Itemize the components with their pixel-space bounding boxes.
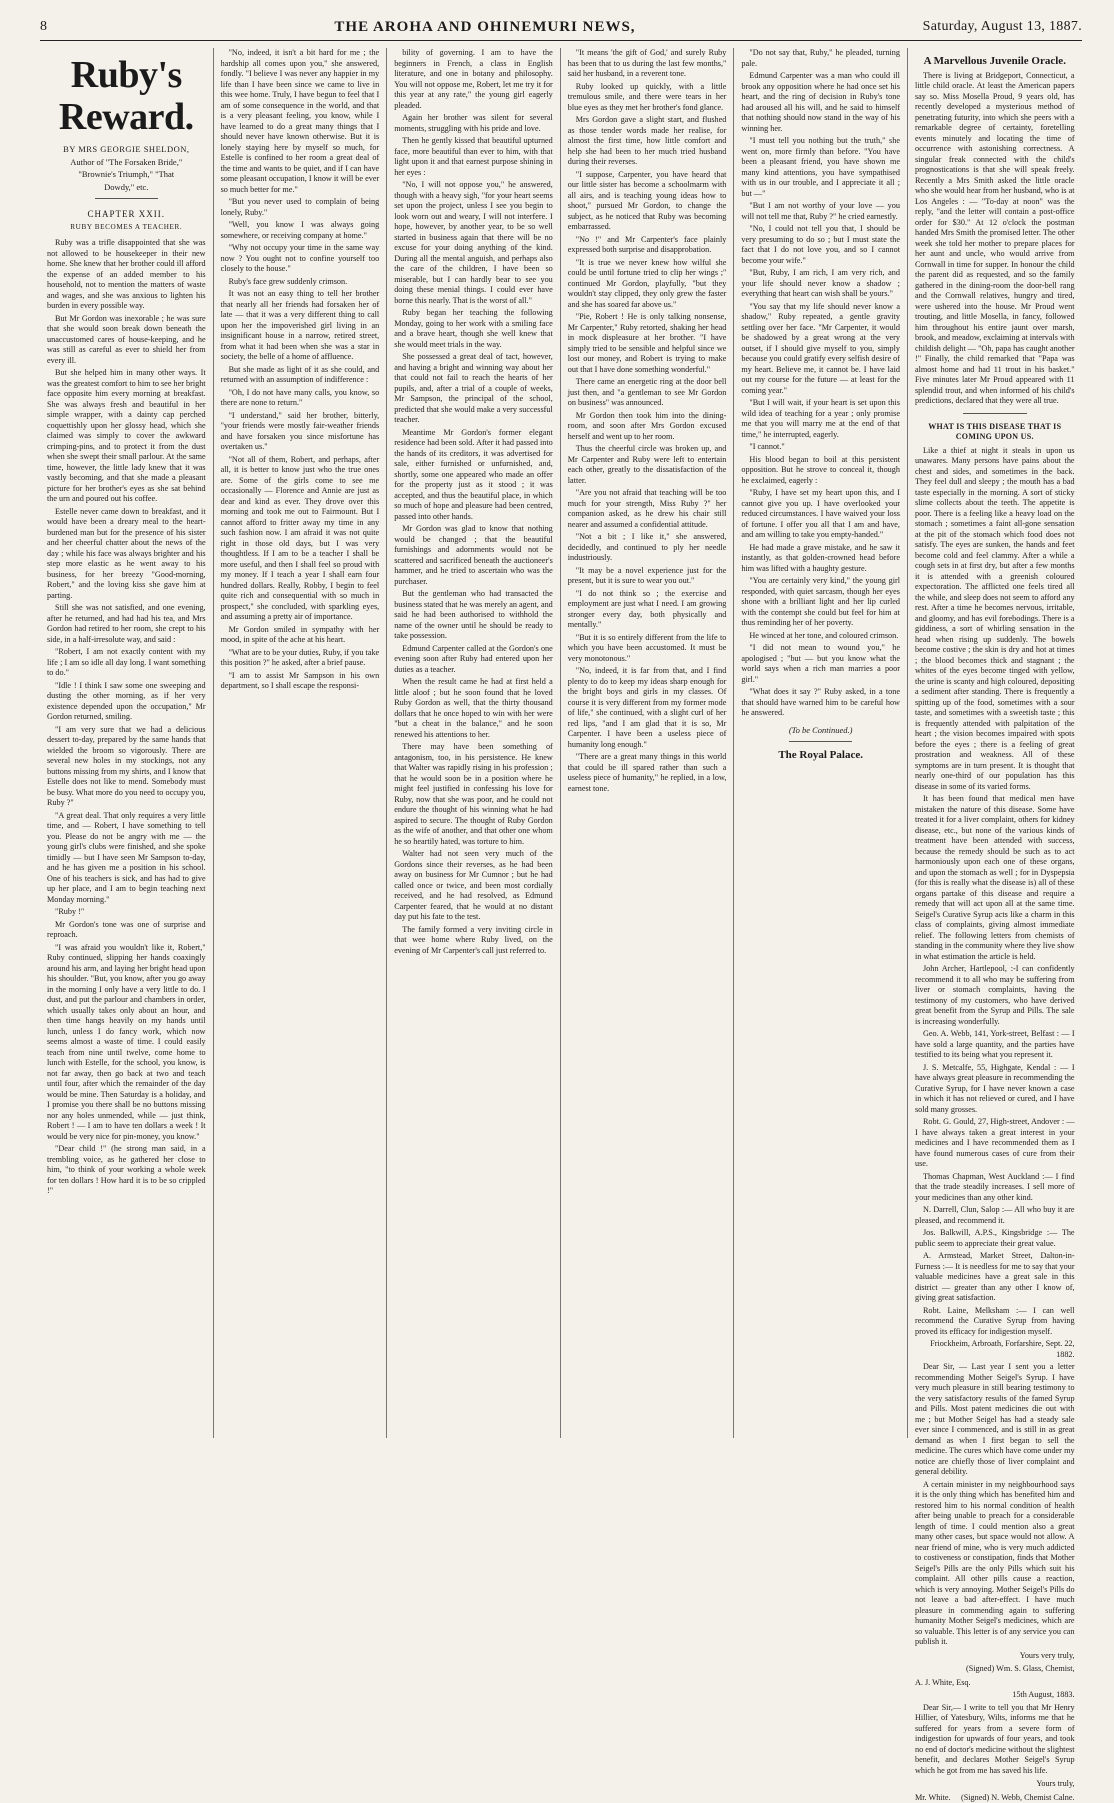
column-2 (214, 48, 388, 1438)
paragraph: Ruby's face grew suddenly crimson. (221, 277, 380, 288)
paragraph: "A great deal. That only requires a very little time, and — Robert, I have something to tell you. Please do not be angry with me — the young girl's clubs were finished, and she spoke timidly — but I have seen Mr Sampson to-day, and he has given me a position in his school. One of his teachers is sick, and has had to give up her place, and I am to begin teaching next Monday morning." (47, 811, 206, 906)
paragraph: Mr Gordon then took him into the dining-room, and soon after Mrs Gordon excused herself and went up to her room. (568, 411, 727, 443)
paragraph: "Ruby, I have set my heart upon this, and I cannot give you up. I have overlooked your reduced circumstances. I have waived your loss of fortune. I offer you all that I am and have, and am willing to take you empty-handed." (741, 488, 900, 541)
paragraph: "What does it say ?" Ruby asked, in a tone that should have warned him to be careful how he answered. (741, 687, 900, 719)
letter2-date: 15th August, 1883. (915, 1690, 1075, 1701)
paragraph: Still she was not satisfied, and one evening, after he returned, and had had his tea, and Mrs Gordon had retired to her room, she crept to his side, in a half-irresolute way, and said : (47, 603, 206, 645)
paragraph: "I did not mean to wound you," he apologised ; "but — but you know what the world says when a rich man marries a poor girl." (741, 643, 900, 685)
paragraph: "Pie, Robert ! He is only talking nonsense, Mr Carpenter," Ruby retorted, shaking her head in mock displeasure at her brother. "I have simply tried to be sensible and helpful since we lost our money, and Robert is trying to make out that I have done something wonderful." (568, 312, 727, 375)
paragraph: "Dear child !" (he strong man said, in a trembling voice, as he gathered her close to him, "to think of your working a whole week for ten dollars ! How hard it is to be so crippled !" (47, 1144, 206, 1197)
to-be-continued: (To be Continued.) (741, 725, 900, 736)
paragraph: Edmund Carpenter was a man who could ill brook any opposition where he had once set his heart, and the ring of decision in Ruby's tone had aroused all his will, and he said to himself that nothing should now stand in the way of his winning her. (741, 71, 900, 134)
letter-signature: (Signed) Wm. S. Glass, Chemist, (915, 1664, 1075, 1675)
paragraph: Robt. Laine, Melksham :— I can well recommend the Curative Syrup from having proved its efficacy for indigestion myself. (915, 1306, 1075, 1338)
paragraph: But she made as light of it as she could, and returned with an assumption of indifference : (221, 365, 380, 386)
author-works: "Brownie's Triumph," "That (47, 169, 206, 180)
disease-title: WHAT IS THIS DISEASE THAT IS COMING UPON US. (915, 422, 1075, 442)
paragraph: "But, Ruby, I am rich, I am very rich, and your life should never know a shadow ; everything that heart can wish shall be yours." (741, 268, 900, 300)
paragraph: When the result came he had at first held a little aloof ; but he soon found that he loved Ruby Gordon as well, that the thirty thousand dollars that he once hoped to win with her were "but a cheat in the balance," and he soon renewed his attentions to her. (394, 677, 553, 740)
paragraph: Estelle never came down to breakfast, and it would have been a dreary meal to the heart-burdened man but for the presence of his sister and her cheerful chatter about the news of the day ; while his face was always brighter and his step more elastic as he went away to his business, for her breezy "Good-morning, Robert," and the loving kiss she gave him at parting. (47, 507, 206, 602)
column-5-body (741, 48, 900, 719)
paragraph: Ruby looked up quickly, with a little tremulous smile, and there were tears in her blue eyes as they met her brother's fond glance. (568, 82, 727, 114)
divider (963, 413, 1027, 414)
paragraph: There may have been something of antagonism, too, in his persistence. He knew that Walter was rapidly rising in his profession ; that he would soon be in a position where he might feel justified in confessing his love for Ruby, now that she was poor, and he could not endure the thought of his winning what he had aspired to secure. The thought of Ruby Gordon as the wife of another, and that other one whom he so heartily hated, was torture to him. (394, 742, 553, 847)
paragraph: "No, indeed, it isn't a bit hard for me ; the hardship all comes upon you," she answered, fondly. "I believe I was never any happier in my life than I have been since we came to live in this wee home. Truly, I have begun to feel that I am of some consequence in the world, and that is a very pleasant feeling, you know, while I have learned to do a great many things that I should never have known otherwise. But it is lonely staying here by myself so much, for Estelle is confined to her room a great deal of the time and wants to be quiet, and if I can have some pleasant occupation, I know it will be ever so much better for me." (221, 48, 380, 195)
column-1 (40, 48, 214, 1438)
paragraph: Then he gently kissed that beautiful upturned face, more beautiful than ever to him, with that light upon it and that earnest purpose shining in her eyes : (394, 136, 553, 178)
page-columns (40, 48, 1082, 1438)
chapter-heading: CHAPTER XXII. (47, 209, 206, 220)
column-2-body (221, 48, 380, 692)
paragraph: A. Armstead, Market Street, Dalton-in-Furness :— It is needless for me to say that your valuable medicines have a great sale in this district — greater than any other I know of, giving great satisfaction. (915, 1251, 1075, 1304)
letter-place: Friockheim, Arbroath, Forfarshire, Sept. 22, 1882. (915, 1339, 1075, 1360)
paragraph: "Not all of them, Robert, and perhaps, after all, it is better to know just who the true ones are. Some of the girls come to see me occasionally — Florence and Annie are just as dear and kind as ever. They drove over this morning and took me out to Fairmount. But I cannot afford to fritter away my time in any such fashion now. I am afraid it was not quite right in those old days, but I was very thoughtless. If I am to be a teacher I shall be more useful, and then I shall feel so proud with my money. If I teach a year I shall earn four hundred dollars. Really, Robby, I begin to feel quite rich and consequential with so much in prospect," she concluded, with sparkling eyes, and assuming a pretty air of importance. (221, 455, 380, 623)
paragraph: He winced at her tone, and coloured crimson. (741, 631, 900, 642)
paragraph: "I was afraid you wouldn't like it, Robert," Ruby continued, slipping her hands coaxingly around his arm, and laying her bright head upon his shoulder. "But, you know, after you go away in the morning I only have a very little to do. I dust, and put the parlour and chambers in order, which usually takes only about an hour, and then time hangs heavily on my hands until lunch, unless I do fancy work, which now seems almost a waste of time. I could easily teach from nine until twelve, come home to lunch with Estelle, for the school, you know, is not far away, then go back at two and teach until four, after which the remainder of the day would be mine. Then Saturday is a holiday, and I promise you there shall be no buttons missing nor any holes unmended, while — just think, Robert ! — I am to have ten dollars a week ! It would be very nice for pin-money, you know." (47, 943, 206, 1143)
letter2-signature (915, 1793, 1075, 1803)
letter2-close: Yours truly, (915, 1779, 1075, 1790)
paragraph: Mr Gordon was glad to know that nothing would be changed ; that the beautiful furnishings and adornments would not be scattered and sacrificed beneath the auctioneer's hammer, and he tried to ascertain who was the purchaser. (394, 524, 553, 587)
paragraph: But Mr Gordon was inexorable ; he was sure that she would soon break down beneath the unaccustomed cares of house-keeping, and he was still as careful as ever to shield her from every ill. (47, 314, 206, 367)
paragraph: Like a thief at night it steals in upon us unawares. Many persons have pains about the chest and sides, and sometimes in the back. They feel dull and sleepy ; the mouth has a bad taste especially in the morning. A sort of sticky slime collects about the teeth. The appetite is poor. There is a feeling like a heavy load on the stomach ; sometimes a faint all-gone sensation at the pit of the stomach which food does not satisfy. The eyes are sunken, the hands and feet become cold and feel clammy. After a while a cough sets in at first dry, but after a few months it is attended with a greenish coloured expectoration. The afflicted one feels tired all the while, and sleep does not seem to afford any rest. After a time he becomes nervous, irritable, and gloomy, and has evil forebodings. There is a giddiness, a sort of whirling sensation in the head when rising up suddenly. The bowels become costive ; the skin is dry and hot at times ; the blood becomes thick and stagnant ; the whites of the eyes become tinged with yellow, the urine is scanty and high coloured, depositing a sediment after standing. There is frequently a spitting up of the food, sometimes with a sour taste, and sometimes with a sweetish taste ; this is frequently attended with palpitation of the heart ; the vision becomes impaired with spots before the eyes ; there is a feeling of great prostration and weakness. All of these symptoms are in turn present. It is thought that nearly one-third of our population has this disease in some of its varied forms. (915, 446, 1075, 793)
paragraph: "I must tell you nothing but the truth," she went on, more firmly than before. "You have been a pleasant friend, you have shown me many kind attentions, you have sympathised with us in our trouble, and I appreciate it all ; but —" (741, 136, 900, 199)
paragraph: "I do not think so ; the exercise and employment are just what I need. I am growing stronger every day, both physically and mentally." (568, 589, 727, 631)
paragraph: Thus the cheerful circle was broken up, and Mr Carpenter and Ruby were left to entertain each other, greatly to the dissatisfaction of the latter. (568, 444, 727, 486)
disease-body (915, 446, 1075, 1338)
paragraph: "You say that my life should never know a shadow," Ruby repeated, a gentle gravity settling over her face. "Mr Carpenter, it would be shadowed by a great wrong at the very outset, if I should give myself to you, simply because you could gratify every selfish desire of my heart. Believe me, it cannot be. I have laid out my course for the future — at least for the coming year." (741, 302, 900, 397)
letter-body: Dear Sir, — Last year I sent you a letter recommending Mother Seigel's Syrup. I have very much pleasure in still bearing testimony to the very satisfactory results of the famed Syrup and Pills. Most patent medicines die out with me ; but Mother Seigel has had a steady sale ever since I commenced, and is still in as great demand as when I first began to sell the medicine. The cures which have come under my notice are chiefly those of liver complaint and general debility. (915, 1362, 1075, 1478)
divider (789, 741, 852, 742)
paragraph: "I understand," said her brother, bitterly, "your friends were mostly fair-weather friends and have forsaken you since misfortune has overtaken us." (221, 411, 380, 453)
paragraph: "Robert, I am not exactly content with my life ; I am so idle all day long. I want something to do." (47, 647, 206, 679)
paragraph: Ruby was a trifle disappointed that she was not allowed to be housekeeper in their new home. She knew that her brother could ill afford the expense of an added member to his household, not to mention the matters of waste and wages, and she was anxious to lighten his burden in every possible way. (47, 238, 206, 312)
paragraph: "But I am not worthy of your love — you will not tell me that, Ruby ?" he cried earnestly. (741, 201, 900, 222)
paragraph: N. Darrell, Clun, Salop :— All who buy it are pleased, and recommend it. (915, 1205, 1075, 1226)
paragraph: He had made a grave mistake, and he saw it instantly, as that golden-crowned head before him was lifted with a haughty gesture. (741, 543, 900, 575)
column-6 (908, 48, 1082, 1438)
author-works-2: Dowdy," etc. (47, 182, 206, 193)
paragraph: Mr Gordon smiled in sympathy with her mood, in spite of the ache at his heart. (221, 625, 380, 646)
oracle-body (915, 71, 1075, 407)
column-3-body (394, 48, 553, 956)
royal-palace-title: The Royal Palace. (741, 750, 900, 761)
paragraph: "It may be a novel experience just for the present, but it is sure to wear you out." (568, 566, 727, 587)
paragraph: "Do not say that, Ruby," he pleaded, turning pale. (741, 48, 900, 69)
page-number: 8 (40, 19, 47, 35)
paragraph: "There are a great many things in this world that could be ill spared rather than such a useless piece of humanity," he replied, in a low, earnest tone. (568, 752, 727, 794)
column-4 (561, 48, 735, 1438)
letter-close: Yours very truly, (915, 1651, 1075, 1662)
paragraph: She possessed a great deal of tact, however, and having a bright and winning way about her that could not fail to reach the hearts of her pupils, and, after a trial of a couple of weeks, Mr Sampson, the principal of the school, predicted that she would make a very successful teacher. (394, 352, 553, 426)
letter2-sign-right: (Signed) N. Webb, Chemist Calne. (961, 1793, 1075, 1803)
paragraph: "It is true we never knew how wilful she could be until fortune tried to clip her wings ;" continued Mr Gordon, playfully, "but they wouldn't stay clipped, they only grew the faster and she has soared far above us." (568, 258, 727, 311)
paragraph: "No, I could not tell you that, I should be very presuming to do so ; but I must state the fact that I do not love you, and so I cannot become your wife." (741, 224, 900, 266)
newspaper-title: THE AROHA AND OHINEMURI NEWS, (334, 19, 635, 36)
paragraph: Edmund Carpenter called at the Gordon's one evening soon after Ruby had entered upon her duties as a teacher. (394, 644, 553, 676)
paragraph: "No, I will not oppose you," he answered, though with a heavy sigh, "for your heart seems set upon the project, unless I see you begin to look worn out and weary, I will not interfere. I hope, however, by another year, to be so well started in business again that there will be no excuse for your doing anything of the kind. During all the mental anguish, and perhaps also the care of the children, I have been so miserable, but I can hardly bear to see you doing these menial things. I could ever have borne this nearly. That is the worst of all." (394, 180, 553, 306)
paragraph: J. S. Metcalfe, 55, Highgate, Kendal : — I have always great pleasure in recommending the Curative Syrup, for I have never known a case in which it has not relieved or cured, and I have sold many grosses. (915, 1063, 1075, 1116)
chapter-subheading: RUBY BECOMES A TEACHER. (47, 222, 206, 233)
column-3 (387, 48, 561, 1438)
paragraph: "But I will wait, if your heart is set upon this wild idea of teaching for a year ; only promise me that you will marry me at the end of that time," he interrupted, eagerly. (741, 398, 900, 440)
paragraph: "I suppose, Carpenter, you have heard that our little sister has become a schoolmarm with all airs, and is teaching young ideas how to shoot," pursued Mr Gordon, to change the subject, as he noticed that Ruby was becoming embarrassed. (568, 170, 727, 233)
letter2-recipient: A. J. White, Esq. (915, 1678, 1075, 1689)
paragraph: "No, indeed, it is far from that, and I find plenty to do to keep my ideas sharp enough for the bright boys and girls in my classes. Of course it is very different from my former mode of life," she continued, with a slight curl of her red lips, "and I am glad that it is so, Mr Carpenter. I have been a useless piece of humanity long enough." (568, 666, 727, 750)
column-5 (734, 48, 908, 1438)
paragraph: Jos. Balkwill, A.P.S., Kingsbridge :— The public seem to appreciate their great value. (915, 1228, 1075, 1249)
divider (95, 198, 158, 199)
paragraph: Mrs Gordon gave a slight start, and flushed as those tender words made her realise, for almost the first time, how little comfort and help she had been to her much tried husband during their reverses. (568, 115, 727, 168)
paragraph: "Why not occupy your time in the same way now ? You ought not to confine yourself too closely to the house." (221, 243, 380, 275)
paragraph: "I cannot." (741, 442, 900, 453)
issue-date: Saturday, August 13, 1887. (923, 19, 1082, 35)
paragraph: "It means 'the gift of God,' and surely Ruby has been that to us during the last few months," said her husband, in a reverent tone. (568, 48, 727, 80)
oracle-title: A Marvellous Juvenile Oracle. (915, 56, 1075, 67)
paragraph: "But it is so entirely different from the life to which you have been accustomed. It must be very monotonous." (568, 633, 727, 665)
story-title: Ruby's Reward. (47, 54, 206, 138)
paragraph: "Oh, I do not have many calls, you know, so there are none to return." (221, 388, 380, 409)
paragraph: Again her brother was silent for several moments, struggling with his pride and love. (394, 113, 553, 134)
paragraph: "No !" and Mr Carpenter's face plainly expressed both surprise and disapprobation. (568, 235, 727, 256)
paragraph: But she helped him in many other ways. It was the greatest comfort to him to see her bright face opposite him every morning at breakfast. She was always fresh and beautiful in her simple wrapper, with a dainty cap perched coquettishly upon her glossy head, which she claimed was simply to cover the awkward crimping-pins, and to protect it from the dust when she swept their small parlour. At the same time, however, the little lady knew that it was vastly becoming, and that she made a pleasant picture for her brother's eyes as she sat behind the urn and poured out his coffee. (47, 368, 206, 505)
paragraph: "But you never used to complain of being lonely, Ruby." (221, 197, 380, 218)
paragraph: "Ruby !" (47, 907, 206, 918)
paragraph: Ruby began her teaching the following Monday, going to her work with a smiling face and a brave heart, though she well knew that she would meet trials in the way. (394, 308, 553, 350)
paragraph: The family formed a very inviting circle in that wee home where Ruby lived, on the evening of Mr Carpenter's call just referred to. (394, 925, 553, 957)
masthead (40, 14, 1082, 41)
paragraph: Meantime Mr Gordon's former elegant residence had been sold. After it had passed into the hands of its creditors, it was advertised for sale, either furnished or unfurnished, and, shortly, some one appeared who made an offer for the property just as it stood ; it was accepted, and thus the beautiful place, in which so much of hope and pleasure had been centred, passed into other hands. (394, 428, 553, 523)
letter-body-2: A certain minister in my neighbourhood says it is the only thing which has benefited him and restored him to his normal condition of health after being unable to preach for a considerable length of time. I could mention also a great many other cases, but space would not allow. A near friend of mine, who is very much addicted to costiveness or constipation, finds that Mother Seigel's Pills are the only Pills which suit his complaint. All other pills cause a reaction, which is very annoying. Mother Seigel's Pills do not leave a bad after-effect. I have much pleasure in commending again to suffering humanity Mother Seigel's medicines, which are so valuable. This letter is of any service you can publish it. (915, 1480, 1075, 1648)
paragraph: Mr Gordon's tone was one of surprise and reproach. (47, 920, 206, 941)
paragraph: "What are to be your duties, Ruby, if you take this position ?" he asked, after a brief pause. (221, 648, 380, 669)
paragraph: Robt. G. Gould, 27, High-street, Andover : — I have always taken a great interest in your medicines and I have recommended them as I have found numerous cases of cure from their use. (915, 1117, 1075, 1170)
column-1-body (47, 238, 206, 1197)
paragraph: John Archer, Hartlepool, :-I can confidently recommend it to all who may be suffering from liver or stomach complaints, having the testimony of my customers, who have derived great benefit from the Syrup and Pills. The sale is increasing wonderfully. (915, 964, 1075, 1027)
paragraph: "I am to assist Mr Sampson in his own department, so I shall escape the responsi- (221, 671, 380, 692)
paragraph: Walter had not seen very much of the Gordons since their reverses, as he had been away on business for Mr Cumnor ; but he had called once or twice, and been most cordially received, and he had resolved, as Edmund Carpenter feared, that he would at no distant day put his fate to the test. (394, 849, 553, 923)
paragraph: "Are you not afraid that teaching will be too much for your strength, Miss Ruby ?" her companion asked, as he drew his chair still nearer and assumed a confidential attitude. (568, 488, 727, 530)
paragraph: There is living at Bridgeport, Connecticut, a little child oracle. At least the American papers say so. Miss Mosella Proud, 9 years old, has recently developed a mysterious method of penetrating futurity, into which she peers with a remarkable degree of certainty, foretelling events minutely and locating the time of occurrence with astonishing correctness. A singular freak connected with the child's prognostications is that she will speak freely. Recently a Mrs Smith asked the little oracle who she would hear from her husband, who is at Los Angeles : — "To-day at noon" was the reply, "and the letter will contain a post-office order for $30." At 12 o'clock the postman handed Mrs Smith the promised letter. The other week she told her mother to prepare places for her aunt and uncle, who would arrive from Cornwall in time for supper. In honour the child the parent did as requested, and so the family gathered in the dining-room the door-bell rang and the Cornwall relatives, hungry and tired, were ushered into the house. Mr Proud went trouting, and little Mosella, in fancy, followed him throughout his entire jaunt over marsh, brook, and meadow, exclaiming at intervals with childish delight — "Oh, papa has caught another !" Finally, the child remarked that "Papa was almost home and had 11 trout in his basket." Five minutes later Mr Proud appeared with 11 splendid trout, and when informed of his child's predictions, declared that they were all true. (915, 71, 1075, 407)
paragraph: Geo. A. Webb, 141, York-street, Belfast : — I have sold a large quantity, and the parties have testified to its being what you represent it. (915, 1029, 1075, 1061)
column-4-body (568, 48, 727, 794)
paragraph: "Not a bit ; I like it," she answered, decidedly, and continued to ply her needle industriously. (568, 532, 727, 564)
letter2-sign-left: Mr. White. (915, 1793, 951, 1802)
paragraph: "You are certainly very kind," the young girl responded, with quiet sarcasm, though her eyes shone with a brilliant light and her lip curled with the contempt she could but feel for him at thus reminding her of her poverty. (741, 576, 900, 629)
paragraph: But the gentleman who had transacted the business stated that he was merely an agent, and said he had been authorised to withhold the name of the owner until he should be ready to take possession. (394, 589, 553, 642)
paragraph: It was not an easy thing to tell her brother that nearly all her friends had forsaken her of late — that it was a very different thing to call upon her the impoverished girl living in an insignificant house in a narrow, retired street, from what it had been when she was a star in society, the belle of a home of affluence. (221, 289, 380, 363)
paragraph: bility of governing. I am to have the beginners in French, a class in English literature, and one in botany and philosophy. You will not oppose me, Robert, let me try it for this year at any rate," the young girl eagerly pleaded. (394, 48, 553, 111)
author-of: Author of "The Forsaken Bride," (47, 157, 206, 168)
story-byline: BY MRS GEORGIE SHELDON, (47, 144, 206, 155)
paragraph: "Well, you know I was always going somewhere, or receiving company at home." (221, 220, 380, 241)
paragraph: His blood began to boil at this persistent opposition. But he strove to conceal it, though he exclaimed, eagerly : (741, 455, 900, 487)
paragraph: It has been found that medical men have mistaken the nature of this disease. Some have treated it for a liver complaint, others for kidney disease, etc., but none of the various kinds of treatment have been attended with success, because the remedy should be such as to act harmoniously upon each one of these organs, and upon the stomach as well ; for in Dyspepsia (for this is really what the disease is) all of these organs partake of this disease and require a remedy that will act upon all at the same time. Seigel's Curative Syrup acts like a charm in this class of complaints, giving almost immediate relief. The following letters from chemists of standing in the community where they live show in what estimation the article is held. (915, 794, 1075, 962)
paragraph: Thomas Chapman, West Auckland :— I find that the trade steadily increases. I sell more of your medicines than any other kind. (915, 1172, 1075, 1204)
paragraph: "I am very sure that we had a delicious dessert to-day, prepared by the same hands that wielded the broom so vigorously. There are several new holes in my stockings, not any buttons missing from my shirts, and I know that Estelle does not like to mend. Somebody must be busy. What more do you need to occupy you, Ruby ?" (47, 725, 206, 809)
paragraph: There came an energetic ring at the door bell just then, and "a gentleman to see Mr Gordon on business" was announced. (568, 377, 727, 409)
letter2-body: Dear Sir,— I write to tell you that Mr Henry Hillier, of Yatesbury, Wilts, informs me that he suffered for years from a severe form of indigestion for upwards of four years, and took no end of doctor's medicine without the slightest benefit, and declares Mother Seigel's Syrup which he got from me has saved his life. (915, 1703, 1075, 1777)
paragraph: "Idle ! I think I saw some one sweeping and dusting the other morning, as if her very existence depended upon the occupation," Mr Gordon returned, smiling. (47, 681, 206, 723)
